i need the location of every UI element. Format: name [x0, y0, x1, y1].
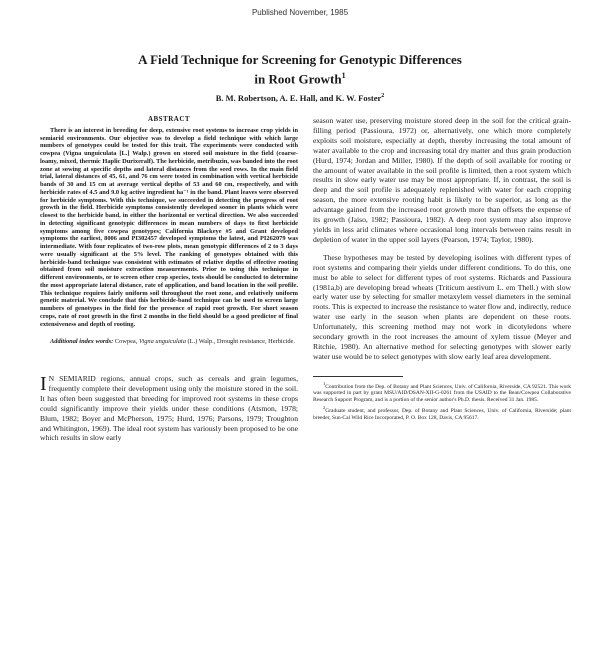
index-words-part1: Cowpea,: [114, 338, 138, 346]
footnote-2-text: Graduate student, and professor, Dep. of Botany and Plant Sciences, Univ. of California, Riverside; plant breeder, Sun-Cal Wild Rice Incorporated, P. O. Box 128, Davis, CA 95617.: [313, 408, 571, 421]
body-paragraph-1: season water use, preserving moisture stored deep in the soil for the critical grain-filling period (Passioura, 1972) or, alternatively, one which more completely exploits soil moisture, especially at depth, thereby increasing the total amount of water available to the crop and increasing total dry matter and thus grain production (Hurd, 1974; Jordan and Miller, 1980). If the depth of soil available for rooting or the amount of water available in the soil profile is limited, then a root system which results in slow early water use may be most appropriate. If, in contrast, the soil is deep and the soil profile is adequately replenished with water for each cropping season, the more extensive rooting habit is likely to be superior, as long as the advantage gained from the increased root growth more than offsets the expense of its growth (Jaiso, 1982; Passioura, 1982). A deep root system may also improve yields in less arid climates where occasional long intervals between rains result in depletion of water in the upper soil layers (Pearson, 1974; Taylor, 1980).: [313, 116, 571, 244]
publication-date: Published November, 1985: [251, 8, 349, 17]
abstract-heading: ABSTRACT: [147, 115, 191, 123]
intro-text: regions, annual crops, such as cereals and grain legumes, frequently complete their development using only the moisture stored in the soil. It has often been suggested that breeding for improved root systems in these crops could significantly improve their yields under these conditions (Atsmon, 1978; Blum, 1982; Boyer and McPherson, 1975; Hurd, 1976; Parsons, 1979; Troughton and Whitington, 1969). The ideal root system has variously been proposed to be one which results in slow early: [40, 374, 298, 443]
footnote-divider: [313, 376, 403, 377]
drop-cap: I: [40, 373, 47, 395]
title-footnote-mark: 1: [341, 71, 346, 80]
intro-lead-words: N SEMIARID: [48, 374, 96, 383]
right-column: [313, 116, 571, 423]
introduction-paragraph: [40, 374, 298, 443]
authors-text: B. M. Robertson, A. E. Hall, and K. W. Foster: [215, 93, 382, 103]
body-paragraph-2: These hypotheses may be tested by developing isolines with different types of root systems and comparing their yields under different conditions. To do this, one must be able to select for different types of root systems. Richards and Passioura (1981a,b) are developing bread wheats (Triticum aestivum L. em Thell.) with slow early water use by selecting for smaller metaxylem vessel diameters in the seminal roots. This is expected to increase the resistance to water flow and, indirectly, reduce water use early in the season when plants are dependent on these roots. Unfortunately, this screening method may not work in dicotyledons where secondary growth in the root increases the amount of xylem tissue (Meyer and Ritchie, 1980). An alternative method for selecting genotypes with slower early water use would be to select genotypes with slow early leaf area development.: [313, 252, 571, 361]
title-line-1: A Field Technique for Screening for Genotypic Differences: [138, 52, 462, 67]
authors-footnote-mark: 2: [381, 93, 385, 100]
index-words: [40, 338, 298, 346]
footnote-1-text: Contribution from the Dep. of Botany and Plant Sciences, Univ. of California, Riverside, CA 92521. This work was supported in part by grant MSU/AID/DSAN-XII-G-0261 from the USAID to the Bean/Cowpea Collaborative Research Support Program, and is a portion of the senior author's Ph.D. thesis. Received 31 Jan. 1985.: [313, 383, 571, 403]
paper-title: [60, 52, 540, 87]
footnote-2-mark: 2: [323, 405, 326, 411]
index-words-label: Additional index words:: [50, 338, 114, 346]
title-line-2-text: in Root Growth: [254, 71, 342, 87]
authors: [60, 93, 540, 103]
index-words-taxon: Vigna unguiculata: [138, 338, 186, 346]
footnote-1-mark: 1: [323, 380, 326, 386]
index-words-part2: (L.) Walp., Drought resistance, Herbicide.: [187, 338, 295, 346]
footnote-2: [313, 405, 571, 421]
title-line-2: [60, 68, 540, 87]
left-column: [40, 116, 298, 443]
abstract-text: There is an interest in breeding for deep, extensive root systems to increase crop yields in semiarid environments. Our objective was to develop a field technique with which large numbers of genotypes could be tested for this trait. The experiments were conducted with cowpea (Vigna unguiculata [L.] Walp.) grown on stored soil moisture in the field (coarse-loamy, mixed, thermic Haplic Durixeralf). The herbicide, metribuzin, was banded into the root zone at sowing at specific depths and lateral distances from the seed rows. In the main field trial, lateral distances of 45, 61, and 76 cm were tested in combination with vertical herbicide bands of 30 and 15 cm at average vertical depths of 53 and 60 cm, respectively, and with herbicide rates of 4.5 and 9.0 kg active ingredient ha⁻¹ in the band. Plant leaves were observed for herbicide symptoms. With this technique, we succeeded in detecting the progress of root growth in the field. Herbicide symptoms consistently developed sooner in plants which were closest to the herbicide band, in either the horizontal or vertical direction. We also succeeded in detecting significant genotypic differences in mean numbers of days to first herbicide symptoms among five cowpea genotypes; California Blackeye #5 and Grant developed symptoms the earliest, 8006 and PI302457 developed symptoms the latest, and PI262079 was intermediate. With four replicates of two-row plots, mean genotypic differences of 2 to 3 days were usually significant at the 5% level. The ranking of genotypes obtained with this herbicide-band technique was consistent with estimates of relative depths of effective rooting obtained from soil moisture extraction measurements. Prior to using this technique in different environments, or to screen other crop species, tests should be conducted to determine the most appropriate lateral distance, rate of application, and band location in the soil profile. This technique requires fairly uniform soil throughout the root zone, and relatively uniform genetic material. We conclude that this herbicide-band technique can be used to screen large numbers of genotypes in the field for the presence of rapid root growth. For short season crops, rate of root growth in the first 2 months in the field should be a good predictor of final extensiveness and depth of rooting.: [40, 126, 298, 328]
footnote-1: [313, 381, 571, 404]
paragraph-spacer: [313, 245, 571, 253]
